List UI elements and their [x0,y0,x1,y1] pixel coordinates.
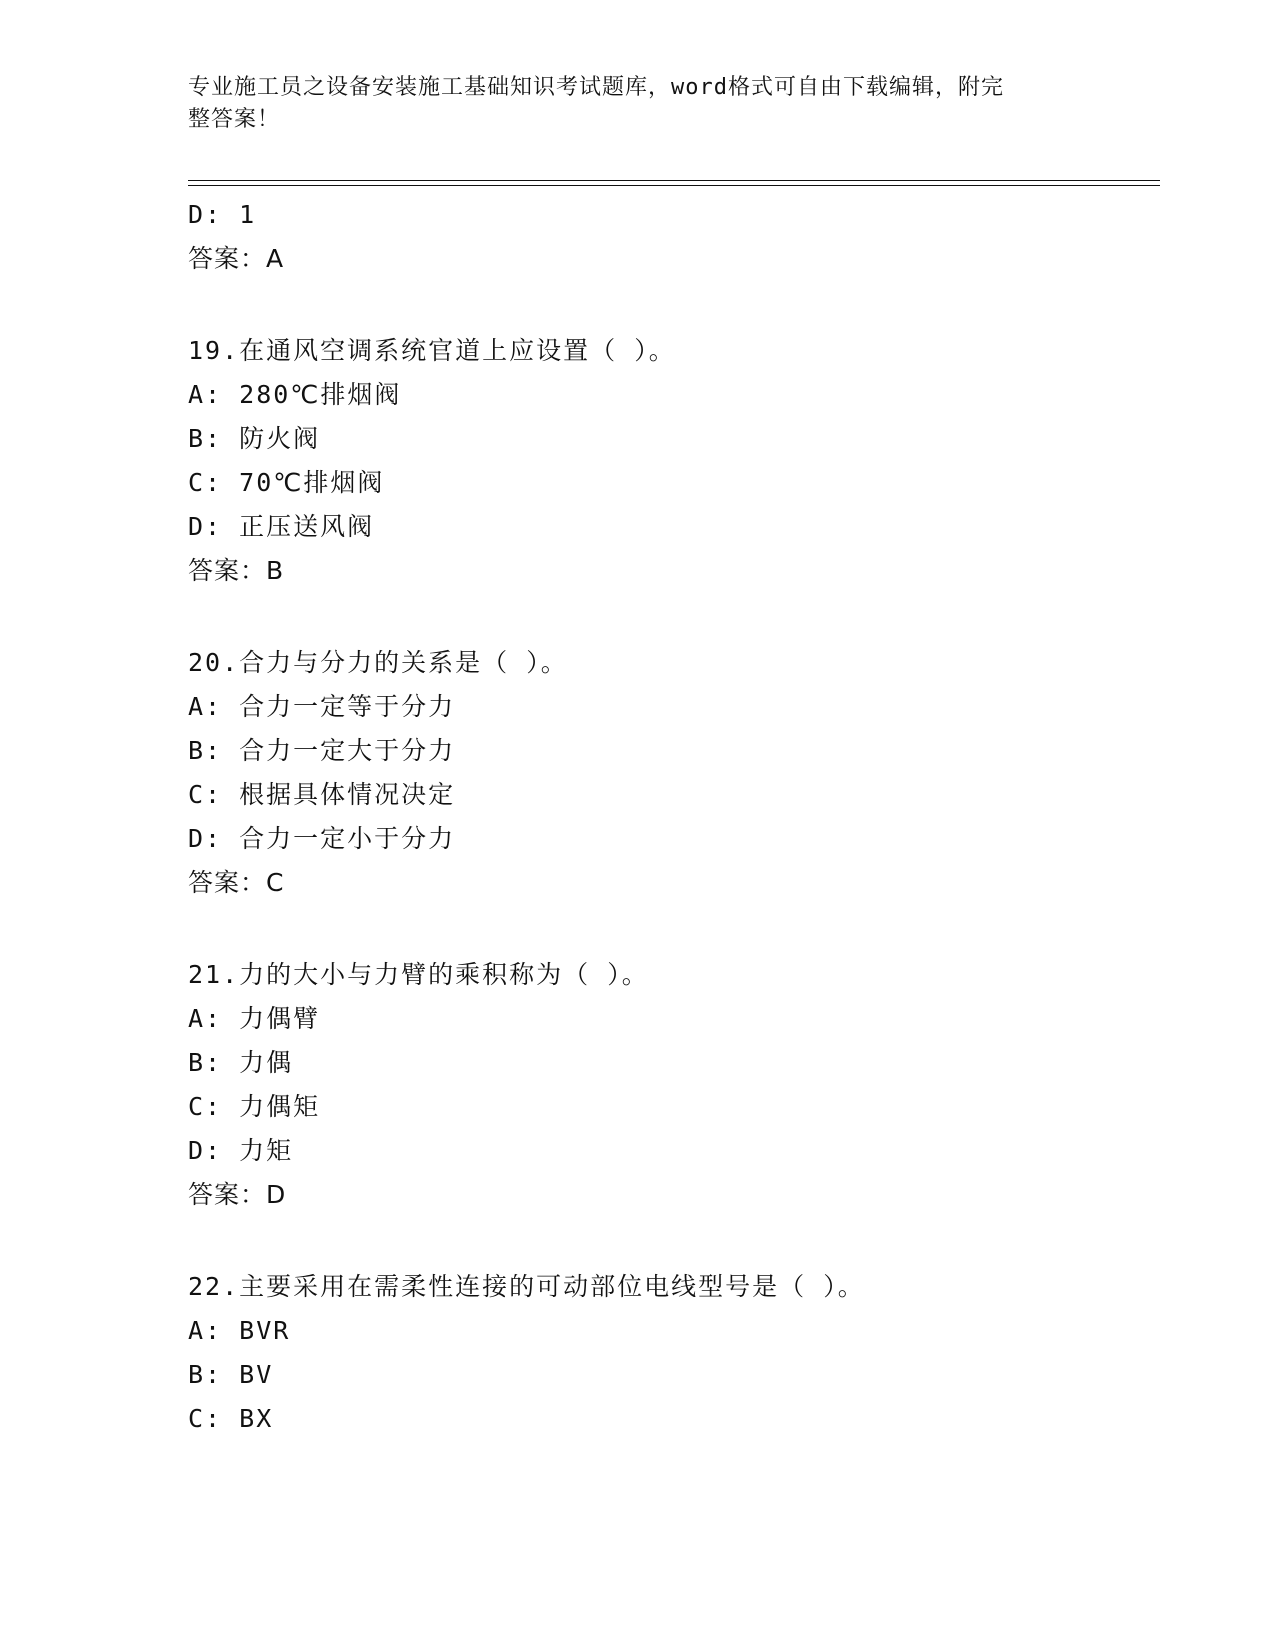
header-divider-bottom [188,185,1160,186]
option-d: D: 力矩 [188,1136,294,1165]
option-b: B: 防火阀 [188,424,321,453]
header-divider-top [188,180,1160,181]
question-stem: 19.在通风空调系统官道上应设置（ ）。 [188,336,676,365]
option-c: C: 根据具体情况决定 [188,780,456,809]
question-stem: 22.主要采用在需柔性连接的可动部位电线型号是（ ）。 [188,1272,865,1301]
option-c: C: 70℃排烟阀 [188,468,385,497]
option-a: A: 合力一定等于分力 [188,692,456,721]
header-line-2: 整答案！ [188,107,281,132]
option-a: A: 力偶臂 [188,1004,321,1033]
option-d: D: 1 [188,200,257,229]
question-19 [188,329,1148,593]
question-22 [188,1265,1148,1441]
option-b: B: 合力一定大于分力 [188,736,456,765]
option-a: A: 280℃排烟阀 [188,380,402,409]
option-c: C: BX [188,1404,274,1433]
question-21 [188,953,1148,1217]
option-d: D: 正压送风阀 [188,512,375,541]
answer: 答案：A [188,244,285,273]
question-20 [188,641,1148,905]
answer: 答案：C [188,868,285,897]
header-line-1: 专业施工员之设备安装施工基础知识考试题库，word格式可自由下载编辑，附完 [188,75,1004,100]
option-b: B: BV [188,1360,274,1389]
question-list [188,193,1148,1441]
option-b: B: 力偶 [188,1048,294,1077]
answer: 答案：B [188,556,285,585]
option-a: A: BVR [188,1316,291,1345]
answer: 答案：D [188,1180,287,1209]
question-18-tail [188,193,1148,281]
question-stem: 21.力的大小与力臂的乘积称为（ ）。 [188,960,649,989]
question-stem: 20.合力与分力的关系是（ ）。 [188,648,568,677]
page-header [188,72,1088,136]
option-d: D: 合力一定小于分力 [188,824,456,853]
option-c: C: 力偶矩 [188,1092,321,1121]
